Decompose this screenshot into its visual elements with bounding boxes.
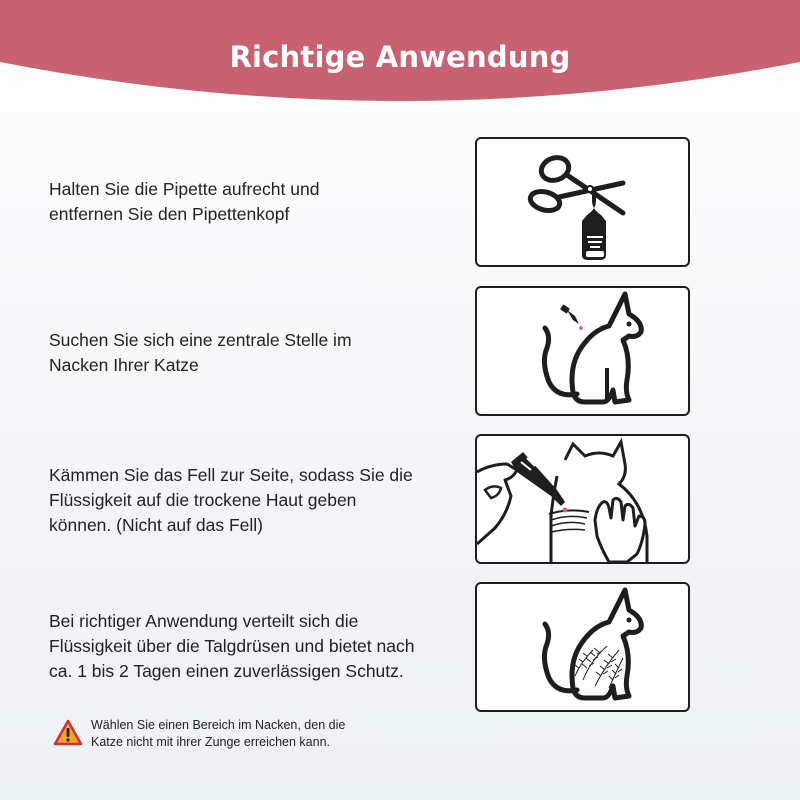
step-2-panel — [475, 286, 690, 416]
page-title: Richtige Anwendung — [229, 40, 571, 74]
step-2-line-1: Suchen Sie sich eine zentrale Stelle im — [49, 330, 352, 350]
cat-protected-icon — [477, 584, 688, 710]
step-4-line-2: Flüssigkeit über die Talgdrüsen und bietet nach — [49, 636, 415, 656]
step-2-line-2: Nacken Ihrer Katze — [49, 355, 199, 375]
warning-note-line-2: Katze nicht mit ihrer Zunge erreichen kann. — [91, 735, 331, 749]
step-1-line-1: Halten Sie die Pipette aufrecht und — [49, 179, 320, 199]
header-banner — [0, 0, 800, 110]
step-2-text — [49, 328, 469, 378]
step-3-text — [49, 463, 469, 538]
step-3-panel — [475, 434, 690, 564]
step-4-line-1: Bei richtiger Anwendung verteilt sich die — [49, 611, 359, 631]
cat-neck-icon — [477, 288, 688, 414]
step-4-text — [49, 609, 469, 684]
warning-note — [53, 716, 413, 756]
step-1-panel — [475, 137, 690, 267]
step-3-line-3: können. (Nicht auf das Fell) — [49, 515, 263, 535]
scissors-pipette-icon — [477, 139, 688, 265]
step-4-panel — [475, 582, 690, 712]
step-4-line-3: ca. 1 bis 2 Tagen einen zuverlässigen Schutz. — [49, 661, 404, 681]
step-3-line-1: Kämmen Sie das Fell zur Seite, sodass Sie die — [49, 465, 413, 485]
step-1-text — [49, 177, 469, 227]
step-1-line-2: entfernen Sie den Pipettenkopf — [49, 204, 290, 224]
applying-pipette-icon — [477, 436, 688, 562]
warning-icon — [53, 719, 83, 747]
warning-note-text — [91, 717, 345, 751]
step-3-line-2: Flüssigkeit auf die trockene Haut geben — [49, 490, 357, 510]
warning-note-line-1: Wählen Sie einen Bereich im Nacken, den die — [91, 718, 346, 732]
